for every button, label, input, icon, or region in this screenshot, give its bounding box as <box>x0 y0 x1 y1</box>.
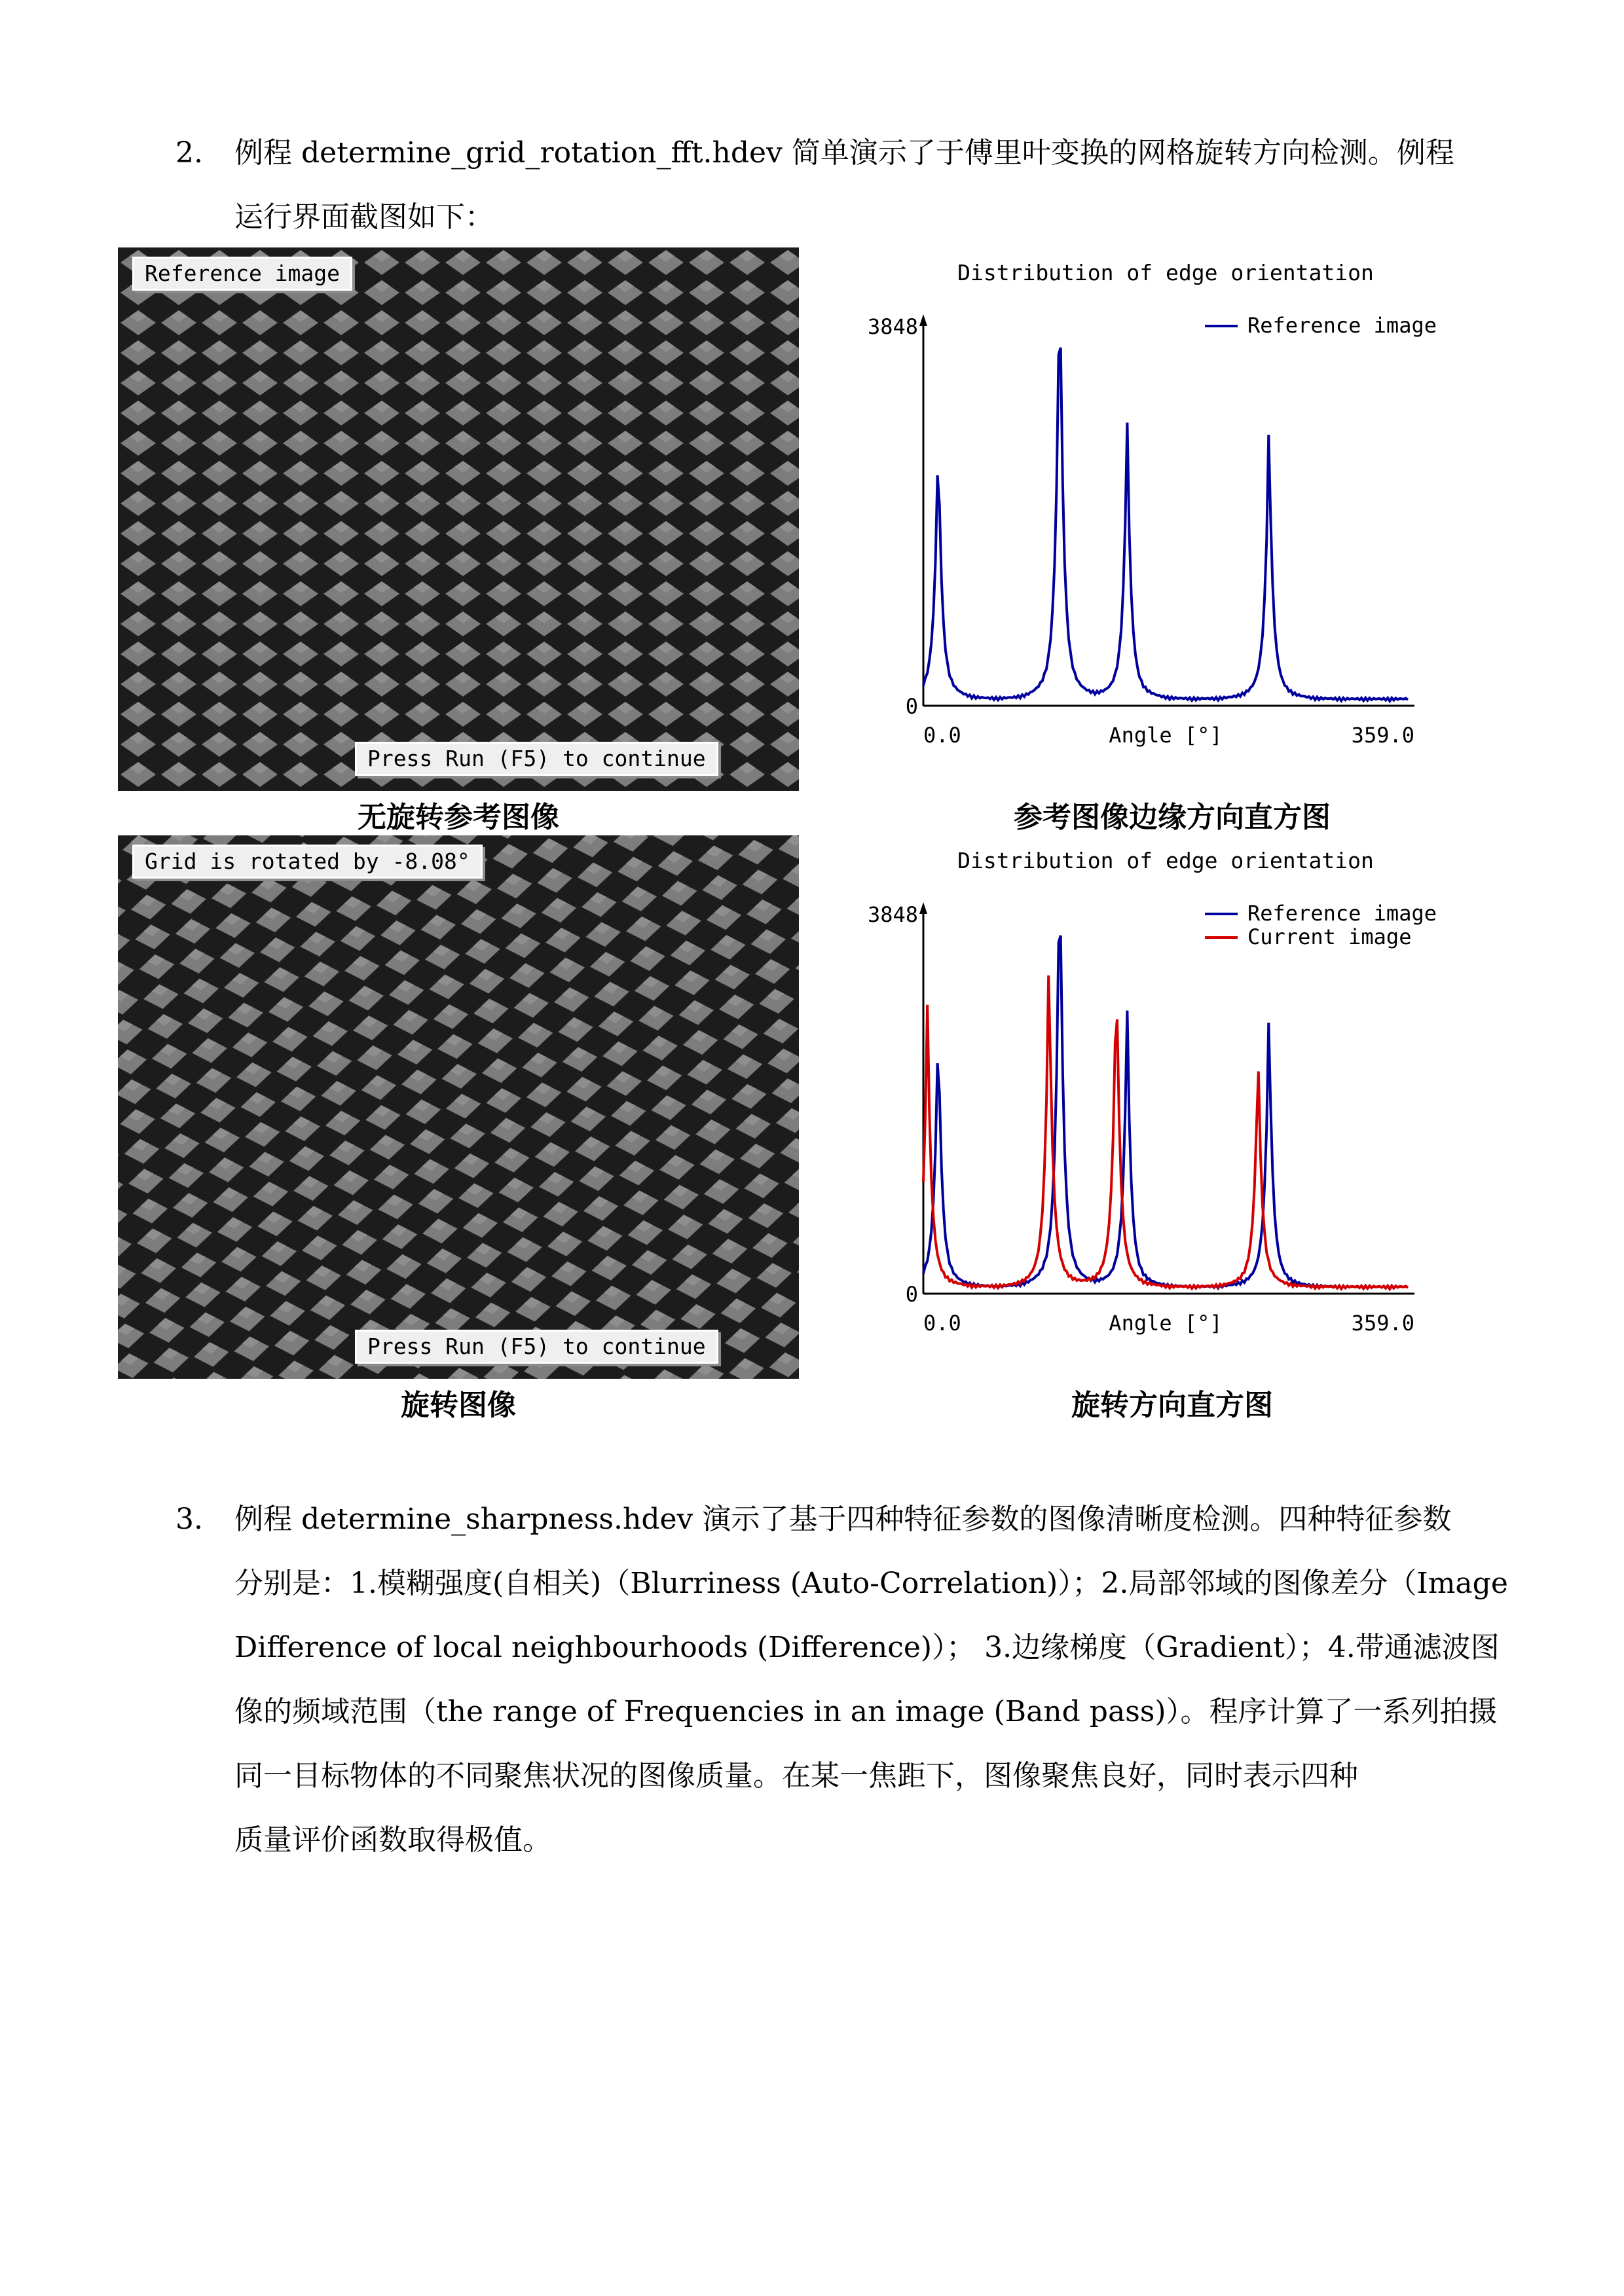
item-2-number: 2. <box>175 136 203 170</box>
item-2-line-1: 例程 determine_grid_rotation_fft.hdev 简单演示了于傅里叶变换的网格旋转方向检测。例程 <box>234 136 1454 170</box>
reference-histogram-caption: 参考图像边缘方向直方图 <box>1014 801 1331 834</box>
item-3-line-4: 像的频域范围（the range of Frequencies in an image (Band pass)）。程序计算了一系列拍摄 <box>234 1695 1498 1728</box>
grid-pattern <box>118 247 799 791</box>
item-3-paragraph <box>175 1487 1508 1872</box>
reference-histogram-chart <box>851 247 1493 758</box>
legend-entry: Current image <box>1247 924 1412 949</box>
rotated-grid-pattern <box>118 835 799 1379</box>
series-line <box>923 936 1408 1289</box>
series-line <box>923 975 1408 1289</box>
y-tick-label: 0 <box>905 1282 918 1307</box>
rotated-image-screenshot <box>118 835 799 1379</box>
x-tick-label: 359.0 <box>1351 723 1414 748</box>
series-line <box>923 348 1408 701</box>
legend-entry: Reference image <box>1247 313 1437 338</box>
x-tick-label: 359.0 <box>1351 1311 1414 1336</box>
x-tick-label: 0.0 <box>923 1311 961 1336</box>
press-run-label: Press Run (F5) to continue <box>355 742 718 776</box>
item-2-paragraph <box>175 121 1505 249</box>
y-tick-label: 0 <box>905 694 918 719</box>
rotation-angle-label: Grid is rotated by -8.08° <box>132 845 483 879</box>
y-axis-arrow <box>919 314 927 326</box>
reference-image-screenshot <box>118 247 799 791</box>
item-3-line-2: 分别是：1.模糊强度(自相关)（Blurriness (Auto-Correlation)）；2.局部邻域的图像差分（Image <box>234 1567 1508 1600</box>
x-axis-label: Angle [°] <box>1109 1311 1223 1336</box>
rotation-histogram-chart <box>851 835 1493 1346</box>
item-3-line-5: 同一目标物体的不同聚焦状况的图像质量。在某一焦距下，图像聚焦良好，同时表示四种 <box>234 1759 1358 1793</box>
rotated-image-caption: 旋转图像 <box>401 1389 516 1422</box>
x-tick-label: 0.0 <box>923 723 961 748</box>
reference-image-caption: 无旋转参考图像 <box>358 801 559 834</box>
item-3-line-6: 质量评价函数取得极值。 <box>234 1823 551 1857</box>
rotation-histogram-svg <box>851 835 1493 1346</box>
legend-entry: Reference image <box>1247 901 1437 926</box>
reference-image-label: Reference image <box>132 257 352 291</box>
y-tick-label: 3848 <box>867 902 918 927</box>
item-3-line-1: 例程 determine_sharpness.hdev 演示了基于四种特征参数的图像清晰度检测。四种特征参数 <box>234 1503 1452 1536</box>
x-axis-label: Angle [°] <box>1109 723 1223 748</box>
reference-histogram-svg <box>851 247 1493 758</box>
item-3-number: 3. <box>175 1503 203 1536</box>
chart-title: Distribution of edge orientation <box>957 260 1374 285</box>
chart-title: Distribution of edge orientation <box>957 848 1374 873</box>
rotation-histogram-caption: 旋转方向直方图 <box>1071 1389 1273 1422</box>
y-tick-label: 3848 <box>867 314 918 339</box>
item-3-line-3: Difference of local neighbourhoods (Difference)）； 3.边缘梯度（Gradient）；4.带通滤波图 <box>234 1631 1500 1664</box>
press-run-label: Press Run (F5) to continue <box>355 1330 718 1364</box>
item-2-line-2: 运行界面截图如下： <box>234 200 494 234</box>
y-axis-arrow <box>919 902 927 914</box>
